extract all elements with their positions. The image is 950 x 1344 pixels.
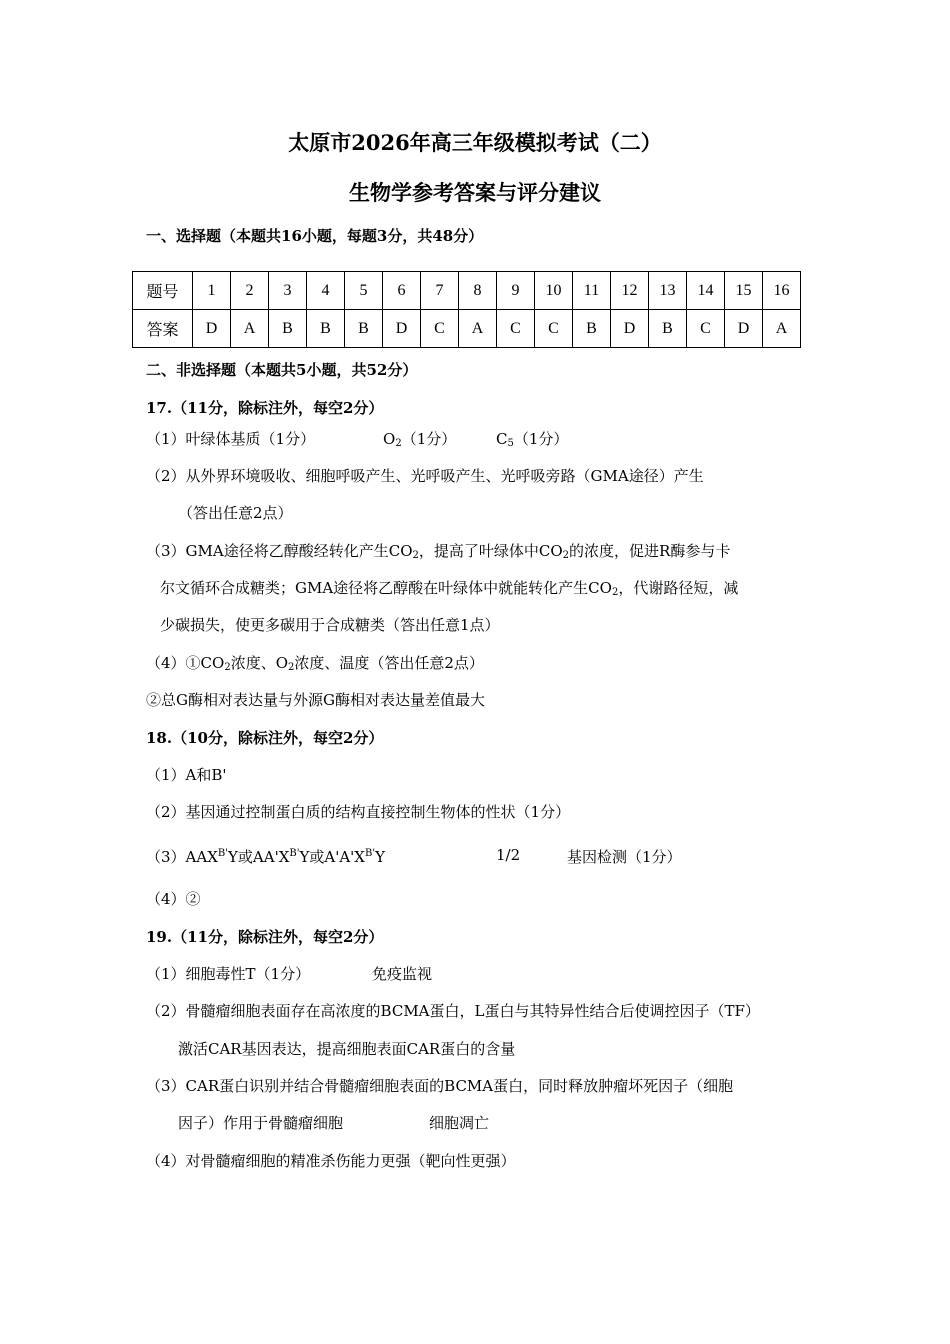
table-cell: C [497, 310, 535, 348]
q17-answer-3-line1: （3）GMA途径将乙醇酸经转化产生$CO_2$，提高了叶绿体中$CO_2$的浓度，促进R酶参与卡 [146, 542, 731, 561]
q19-answer-1: （1）细胞毒性T（1分） [146, 965, 311, 983]
question-19-heading: 19.（11分，除标注外，每空2分） [146, 928, 384, 946]
q19-answer-3-line2: 因子）作用于骨髓瘤细胞 [178, 1114, 344, 1132]
table-cell: 9 [497, 272, 535, 310]
question-17-heading: 17.（11分，除标注外，每空2分） [146, 399, 384, 417]
table-header-answer: 答案 [133, 310, 193, 348]
q17-answer-1: （1）叶绿体基质（1分） [146, 430, 316, 448]
table-cell: B [345, 310, 383, 348]
question-18-heading: 18.（10分，除标注外，每空2分） [146, 729, 384, 747]
page-subtitle: 生物学参考答案与评分建议 [349, 180, 601, 205]
table-cell: B [573, 310, 611, 348]
table-cell: B [649, 310, 687, 348]
q18-answer-1: （1）A和B' [146, 766, 227, 784]
table-cell: B [269, 310, 307, 348]
table-cell: 4 [307, 272, 345, 310]
q19-answer-1b: 免疫监视 [372, 965, 433, 983]
q18-answer-2: （2）基因通过控制蛋白质的结构直接控制生物体的性状（1分） [146, 803, 571, 821]
q17-answer-1c: $C_5(1$分） [496, 430, 569, 449]
table-cell: 1 [193, 272, 231, 310]
q19-answer-3b: 细胞凋亡 [429, 1114, 490, 1132]
table-cell: 13 [649, 272, 687, 310]
table-cell: 11 [573, 272, 611, 310]
q18-answer-3c: 基因检测（1分） [567, 848, 682, 866]
table-row-numbers [133, 272, 801, 310]
q17-answer-2: （2）从外界环境吸收、细胞呼吸产生、光呼吸产生、光呼吸旁路（GMA途径）产生 [146, 467, 704, 485]
table-header-number: 题号 [133, 272, 193, 310]
q19-answer-2-line2: 激活CAR基因表达，提高细胞表面CAR蛋白的含量 [178, 1040, 516, 1058]
table-cell: D [725, 310, 763, 348]
table-cell: 5 [345, 272, 383, 310]
table-cell: A [231, 310, 269, 348]
q19-answer-4: （4）对骨髓瘤细胞的精准杀伤能力更强（靶向性更强） [146, 1152, 516, 1170]
q17-answer-4-line2: ②总G酶相对表达量与外源G酶相对表达量差值最大 [146, 691, 485, 709]
table-cell: 8 [459, 272, 497, 310]
table-cell: D [193, 310, 231, 348]
table-cell: 2 [231, 272, 269, 310]
table-cell: C [535, 310, 573, 348]
q17-answer-2-note: （答出任意2点） [178, 504, 293, 522]
q19-answer-3-line1: （3）CAR蛋白识别并结合骨髓瘤细胞表面的BCMA蛋白，同时释放肿瘤坏死因子（细胞 [146, 1077, 734, 1095]
table-cell: B [307, 310, 345, 348]
page-title: 太原市2026年高三年级模拟考试（二） [288, 130, 662, 155]
table-cell: A [459, 310, 497, 348]
table-cell: 14 [687, 272, 725, 310]
table-cell: 6 [383, 272, 421, 310]
answer-table [132, 271, 801, 348]
section-heading-choice: 一、选择题（本题共16小题，每题3分，共48分） [146, 227, 484, 245]
table-cell: 7 [421, 272, 459, 310]
q19-answer-2-line1: （2）骨髓瘤细胞表面存在高浓度的BCMA蛋白，L蛋白与其特异性结合后使调控因子（TF） [146, 1002, 760, 1020]
table-cell: 12 [611, 272, 649, 310]
table-cell: 10 [535, 272, 573, 310]
table-cell: 16 [763, 272, 801, 310]
q17-answer-3-line2: 尔文循环合成糖类；GMA途径将乙醇酸在叶绿体中就能转化产生$CO_2$，代谢路径短，减 [160, 579, 739, 598]
q17-answer-3-line3: 少碳损失，使更多碳用于合成糖类（答出任意1点） [160, 616, 500, 634]
table-cell: 3 [269, 272, 307, 310]
table-cell: D [383, 310, 421, 348]
table-cell: C [421, 310, 459, 348]
table-cell: A [763, 310, 801, 348]
q18-answer-3b: 1/2 [496, 846, 521, 864]
table-cell: 15 [725, 272, 763, 310]
table-cell: D [611, 310, 649, 348]
table-cell: C [687, 310, 725, 348]
q17-answer-1b: $O_2(1$分） [383, 430, 457, 449]
section-heading-nonchoice: 二、非选择题（本题共5小题，共52分） [146, 361, 418, 379]
q18-answer-4: （4）② [146, 890, 201, 908]
q18-answer-3: $(3)AAX^{B'}Y$或$AA'X^{B'}Y$或$A'A'X^{B'}Y$ [146, 848, 385, 866]
q17-answer-4-line1: $(4)①CO_2$浓度、$O_2$浓度、温度（答出任意2点） [146, 654, 484, 673]
table-row-answers [133, 310, 801, 348]
